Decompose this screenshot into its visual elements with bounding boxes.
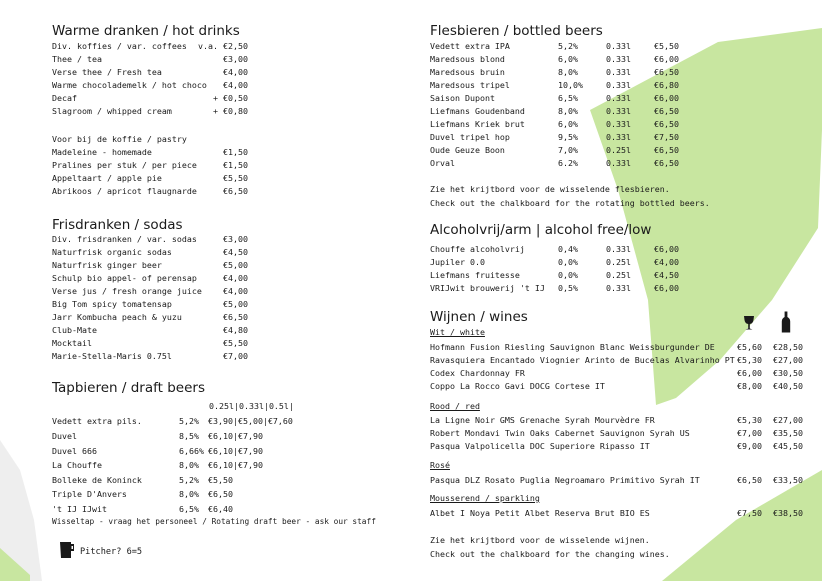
item-name: Abrikoos / apricot flaugnarde [52,186,197,196]
item-name: Maredsous tripel [430,80,510,90]
item-name: Thee / tea [52,54,102,64]
item-price: €6,50 [654,67,679,77]
item-name: Naturfrisk ginger beer [52,260,162,270]
item-price-bottle: €35,50 [773,428,803,438]
item-abv: 8,5% [179,431,199,441]
item-name: Vedett extra IPA [430,41,510,51]
item-name: Triple D'Anvers [52,489,127,499]
item-price: €4,00 [223,80,248,90]
pitcher-offer: Pitcher? 6=5 [80,547,143,557]
item-name: Pasqua Valpolicella DOC Superiore Ripasso IT [430,441,650,451]
item-name: Div. koffies / var. coffees [52,41,187,51]
item-name: Liefmans Goudenband [430,106,525,116]
item-name: Liefmans fruitesse [430,270,520,280]
item-price-glass: €5,30 [737,415,762,425]
item-abv: 6,5% [558,93,578,103]
item-price: €6,00 [654,93,679,103]
item-name: Schulp bio appel- of perensap [52,273,197,283]
item-price: v.a. €2,50 [198,41,248,51]
item-name: Duvel [52,431,77,441]
item-price-bottle: €28,50 [773,342,803,352]
sparkling-wine-label: Mousserend / sparkling [430,493,540,503]
item-name: VRIJwit brouwerij 't IJ [430,283,545,293]
item-name: Duvel 666 [52,446,97,456]
item-name: Big Tom spicy tomatensap [52,299,172,309]
item-volume: 0.33l [606,41,631,51]
item-price: €5,50 [223,173,248,183]
item-price: €6,00 [654,54,679,64]
wines-title: Wijnen / wines [430,309,528,325]
item-name: Div. frisdranken / var. sodas [52,234,197,244]
item-abv: 9,5% [558,132,578,142]
item-name: Maredsous blond [430,54,505,64]
item-price-glass: €7,00 [737,428,762,438]
item-name: Marie-Stella-Maris 0.75l [52,351,172,361]
item-name: Naturfrisk organic sodas [52,247,172,257]
item-price: €6,00 [654,244,679,254]
item-volume: 0.25l [606,257,631,267]
item-name: Club-Mate [52,325,97,335]
item-name: La Ligne Noir GMS Grenache Syrah Mourvèdre FR [430,415,655,425]
item-name: Liefmans Kriek brut [430,119,525,129]
item-price: €5,00 [223,299,248,309]
item-volume: 0.33l [606,283,631,293]
item-price-bottle: €27,00 [773,355,803,365]
item-name: La Chouffe [52,460,102,470]
item-price: €6,40 [208,504,233,514]
item-volume: 0.33l [606,93,631,103]
item-abv: 8,0% [179,489,199,499]
item-price-bottle: €45,50 [773,441,803,451]
item-name: Hofmann Fusion Riesling Sauvignon Blanc Weissburgunder DE [430,342,715,352]
item-price-glass: €5,30 [737,355,762,365]
item-name: Appeltaart / apple pie [52,173,162,183]
item-abv: 5,2% [558,41,578,51]
item-price: €4,80 [223,325,248,335]
item-price: €5,50 [223,338,248,348]
item-price-glass: €7,50 [737,508,762,518]
item-price: €6,50 [654,106,679,116]
item-volume: 0.33l [606,54,631,64]
item-price: €4,00 [223,67,248,77]
item-name: Robert Mondavi Twin Oaks Cabernet Sauvignon Syrah US [430,428,690,438]
alcohol-free-title: Alcoholvrij/arm | alcohol free/low [430,222,652,238]
item-name: Verse thee / Fresh tea [52,67,162,77]
draft-note: Wisseltap - vraag het personeel / Rotating draft beer - ask our staff [52,517,376,526]
item-abv: 5,2% [179,475,199,485]
item-volume: 0.33l [606,119,631,129]
item-price: €6,50 [223,312,248,322]
item-price: €6,00 [654,283,679,293]
item-price: €1,50 [223,160,248,170]
item-abv: 5,2% [179,416,199,426]
item-abv: 0,4% [558,244,578,254]
item-abv: 6,0% [558,119,578,129]
item-abv: 7,0% [558,145,578,155]
bottled-note-en: Check out the chalkboard for the rotating bottled beers. [430,198,710,208]
bottled-note-nl: Zie het krijtbord voor de wisselende flesbieren. [430,184,670,194]
item-price: €6,10|€7,90 [208,460,263,470]
item-price: €5,50 [208,475,233,485]
item-price: €6,50 [654,145,679,155]
item-volume: 0.33l [606,158,631,168]
white-wine-label: Wit / white [430,327,485,337]
item-price: €4,00 [654,257,679,267]
item-abv: 8,0% [558,67,578,77]
item-name: Bolleke de Koninck [52,475,142,485]
item-price: €7,50 [654,132,679,142]
item-name: Oude Geuze Boon [430,145,505,155]
wines-note-nl: Zie het krijtbord voor de wisselende wijnen. [430,535,650,545]
item-price: €3,00 [223,234,248,244]
item-name: Chouffe alcoholvrij [430,244,525,254]
item-price-bottle: €30,50 [773,368,803,378]
item-name: Verse jus / fresh orange juice [52,286,202,296]
item-price: €3,00 [223,54,248,64]
item-price: €5,50 [654,41,679,51]
item-name: Warme chocolademelk / hot choco [52,80,207,90]
item-name: Saison Dupont [430,93,495,103]
item-name: Coppo La Rocco Gavi DOCG Cortese IT [430,381,605,391]
pastry-title: Voor bij de koffie / pastry [52,134,187,144]
item-abv: 6,0% [558,54,578,64]
item-abv: 8,0% [558,106,578,116]
item-price: €4,50 [654,270,679,280]
item-price: €5,00 [223,260,248,270]
item-price-glass: €6,00 [737,368,762,378]
wine-glass-icon [743,315,755,331]
item-price: €1,50 [223,147,248,157]
item-abv: 0,0% [558,270,578,280]
wines-note-en: Check out the chalkboard for the changing wines. [430,549,670,559]
item-volume: 0.33l [606,132,631,142]
draft-volume-header: 0.25l|0.33l|0.5l| [209,401,294,411]
sodas-title: Frisdranken / sodas [52,217,183,233]
item-price-glass: €8,00 [737,381,762,391]
item-price: €3,90|€5,00|€7,60 [208,416,293,426]
item-volume: 0.25l [606,270,631,280]
item-abv: 10,0% [558,80,583,90]
item-name: Madeleine - homemade [52,147,152,157]
item-price: €6,50 [208,489,233,499]
item-price-bottle: €33,50 [773,475,803,485]
item-price-bottle: €27,00 [773,415,803,425]
item-abv: 6,66% [179,446,204,456]
item-price: €4,00 [223,273,248,283]
bottled-title: Flesbieren / bottled beers [430,23,603,39]
item-abv: 6.2% [558,158,578,168]
item-price: + €0,50 [213,93,248,103]
item-name: Decaf [52,93,77,103]
item-name: Jarr Kombucha peach & yuzu [52,312,182,322]
pitcher-icon [58,540,76,560]
item-abv: 6,5% [179,504,199,514]
item-price-glass: €9,00 [737,441,762,451]
item-name: Vedett extra pils. [52,416,142,426]
item-name: Jupiler 0.0 [430,257,485,267]
item-name: Pralines per stuk / per piece [52,160,197,170]
item-volume: 0.33l [606,67,631,77]
item-abv: 0,5% [558,283,578,293]
red-wine-label: Rood / red [430,401,480,411]
item-price-glass: €5,60 [737,342,762,352]
item-price: €6,80 [654,80,679,90]
item-price-bottle: €38,50 [773,508,803,518]
item-price: €6,10|€7,90 [208,446,263,456]
item-volume: 0.33l [606,80,631,90]
item-name: Slagroom / whipped cream [52,106,172,116]
item-price: €6,50 [223,186,248,196]
item-price: €4,00 [223,286,248,296]
item-price: + €0,80 [213,106,248,116]
item-price-glass: €6,50 [737,475,762,485]
item-name: 't IJ IJwit [52,504,107,514]
item-volume: 0.33l [606,106,631,116]
item-name: Duvel tripel hop [430,132,510,142]
item-price: €7,00 [223,351,248,361]
wine-bottle-icon [781,311,791,333]
item-volume: 0.25l [606,145,631,155]
item-price: €4,50 [223,247,248,257]
item-name: Maredsous bruin [430,67,505,77]
item-name: Mocktail [52,338,92,348]
item-price: €6,50 [654,119,679,129]
rose-wine-label: Rosé [430,460,450,470]
item-volume: 0.33l [606,244,631,254]
item-name: Orval [430,158,455,168]
hot-drinks-title: Warme dranken / hot drinks [52,23,240,39]
item-name: Ravasquiera Encantado Viognier Arinto de Bucelas Alvarinho PT [430,355,735,365]
item-abv: 0,0% [558,257,578,267]
item-name: Albet I Noya Petit Albet Reserva Brut BIO ES [430,508,650,518]
item-price: €6,50 [654,158,679,168]
item-price: €6,10|€7,90 [208,431,263,441]
item-abv: 8,0% [179,460,199,470]
item-name: Codex Chardonnay FR [430,368,525,378]
item-name: Pasqua DLZ Rosato Puglia Negroamaro Primitivo Syrah IT [430,475,700,485]
draft-title: Tapbieren / draft beers [52,380,205,396]
item-price-bottle: €40,50 [773,381,803,391]
